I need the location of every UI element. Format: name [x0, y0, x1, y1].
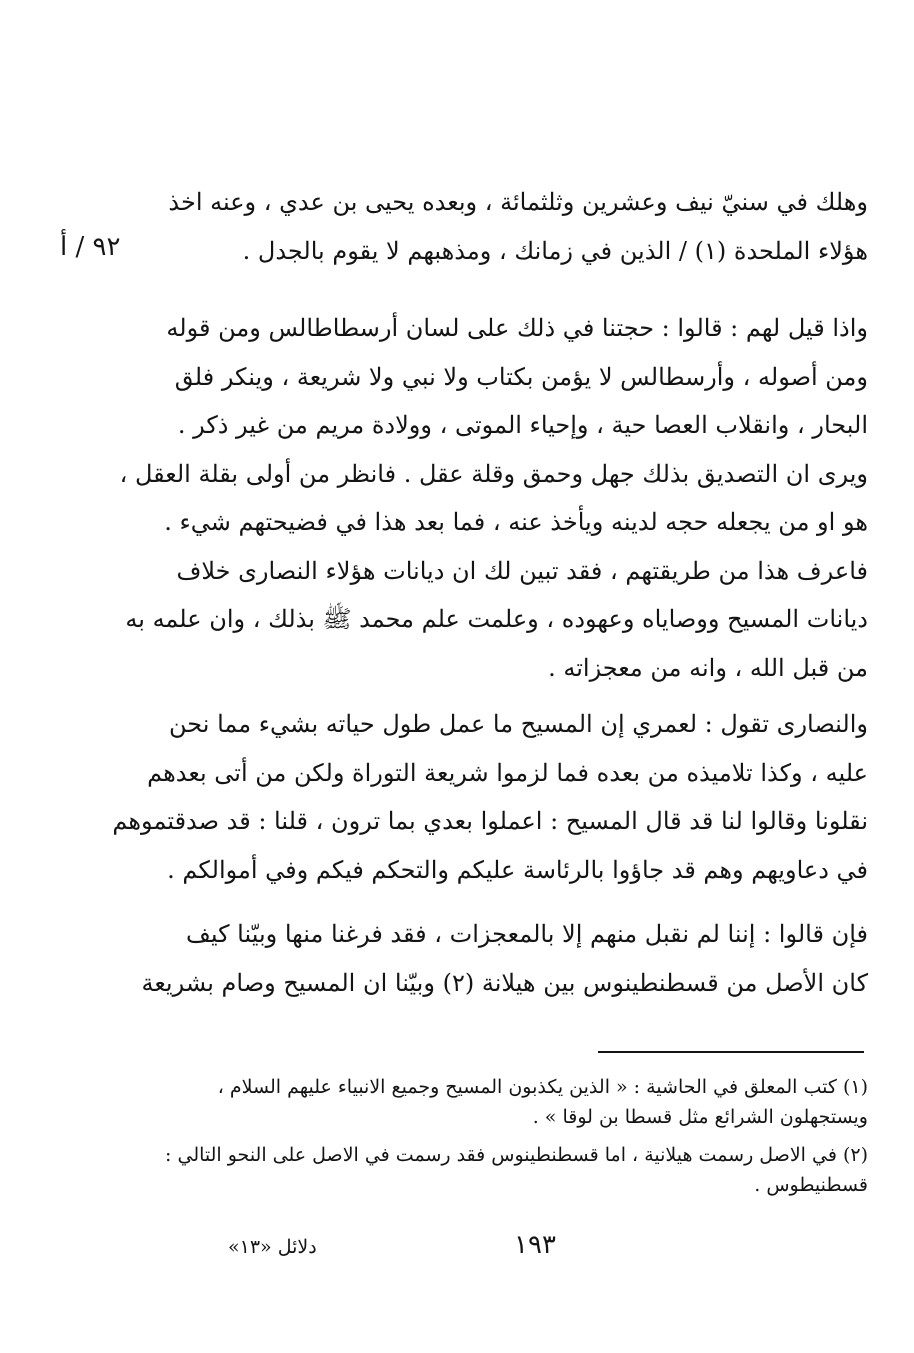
- paragraph-4: [141, 910, 868, 1007]
- text-line: والنصارى تقول : لعمري إن المسيح ما عمل طول حياته بشيء مما نحن: [169, 710, 868, 738]
- text-line: البحار ، وانقلاب العصا حية ، وإحياء الموتى ، وولادة مريم من غير ذكر .: [177, 411, 868, 439]
- text-line: فاعرف هذا من طريقتهم ، فقد تبين لك ان ديانات هؤلاء النصارى خلاف: [176, 556, 868, 585]
- manuscript-folio-note: ٩٢ / أ: [60, 232, 121, 262]
- text-line: واذا قيل لهم : قالوا : حجتنا في ذلك على لسان أرسطاطالس ومن قوله: [166, 314, 868, 342]
- footnote-2: [165, 1140, 868, 1200]
- text-line: ومن أصوله ، وأرسطالس لا يؤمن بكتاب ولا نبي ولا شريعة ، وينكر فلق: [174, 362, 868, 391]
- text-line: فإن قالوا : إننا لم نقبل منهم إلا بالمعجزات ، فقد فرغنا منها وبيّنا كيف: [186, 920, 868, 948]
- paragraph-3: [112, 700, 868, 894]
- printer-signature: دلائل «١٣»: [228, 1236, 317, 1258]
- footnote-divider: [598, 1051, 864, 1053]
- text-line: هؤلاء الملحدة (١) / الذين في زمانك ، ومذهبهم لا يقوم بالجدل .: [242, 236, 868, 265]
- text-line: ويرى ان التصديق بذلك جهل وحمق وقلة عقل . فانظر من أولى بقلة العقل ،: [119, 459, 868, 488]
- footnote-line: ويستجهلون الشرائع مثل قسطا بن لوقا » .: [532, 1106, 868, 1128]
- text-line: نقلونا وقالوا لنا قد قال المسيح : اعملوا بعدي بما ترون ، قلنا : قد صدقتموهم: [112, 807, 868, 835]
- text-line: كان الأصل من قسطنطينوس بين هيلانة (٢) وبيّنا ان المسيح وصام بشريعة: [141, 968, 868, 997]
- paragraph-1: [168, 178, 868, 275]
- text-line: من قبل الله ، وانه من معجزاته .: [548, 653, 868, 682]
- text-line: هو او من يجعله حجه لدينه ويأخذ عنه ، فما بعد هذا في فضيحتهم شيء .: [164, 508, 868, 536]
- footnote-spacer: [190, 1132, 868, 1140]
- footnotes: [165, 1072, 868, 1200]
- text-line: ديانات المسيح ووصاياه وعهوده ، وعلمت علم محمد ﷺ بذلك ، وان علمه به: [125, 605, 868, 633]
- footnote-line: قسطنيطوس .: [754, 1174, 868, 1196]
- footnote-line: (١) كتب المعلق في الحاشية : « الذين يكذبون المسيح وجميع الانبياء عليهم السلام ،: [217, 1076, 868, 1098]
- paragraph-2: [119, 304, 868, 692]
- footnote-line: (٢) في الاصل رسمت هيلانية ، اما قسطنطينوس فقد رسمت في الاصل على النحو التالي :: [165, 1144, 868, 1166]
- text-line: في دعاويهم وهم قد جاؤوا بالرئاسة عليكم والتحكم فيكم وفي أموالكم .: [167, 855, 868, 884]
- page-number: ١٩٣: [514, 1230, 556, 1260]
- text-line: عليه ، وكذا تلاميذه من بعده فما لزموا شريعة التوراة ولكن من أتى بعدهم: [147, 758, 868, 787]
- text-line: وهلك في سنيّ نيف وعشرين وثلثمائة ، وبعده يحيى بن عدي ، وعنه اخذ: [168, 188, 868, 216]
- footnote-1: [190, 1072, 868, 1132]
